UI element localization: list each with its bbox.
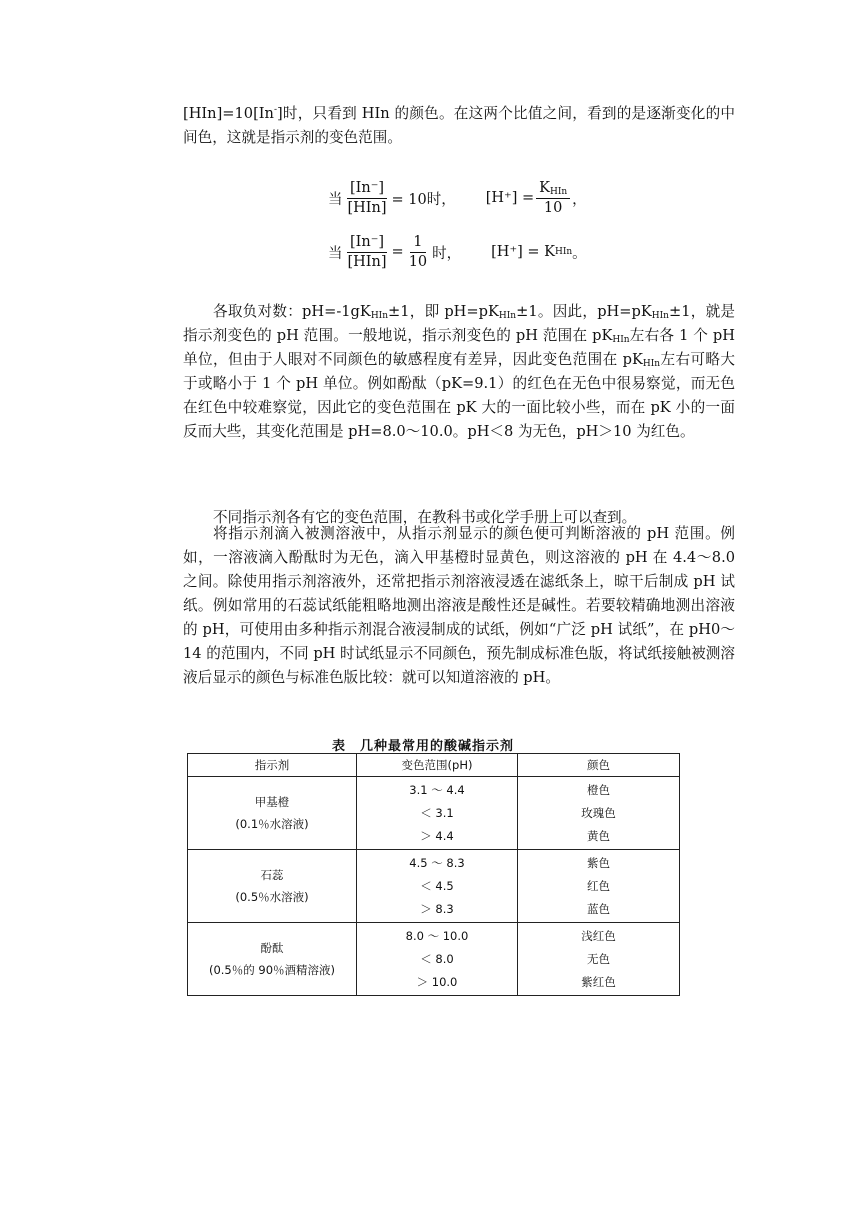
indicator-cell: 酚酞 (0.5％的 90％酒精溶液) bbox=[188, 923, 357, 996]
color-cell: 浅红色 无色 紫红色 bbox=[518, 923, 680, 996]
fraction-one-over-ten bbox=[406, 233, 430, 272]
indicator-cell: 甲基橙 (0.1％水溶液) bbox=[188, 777, 357, 850]
formula-text: [H⁺] = bbox=[485, 190, 535, 206]
text-run: ]时，只看到 HIn 的颜色。在这两个比值之间，看到的是逐渐变化的中间色，这就是指示剂的变色范围。 bbox=[183, 105, 735, 146]
fraction-numerator: [In⁻] bbox=[347, 233, 387, 253]
formula-text: 当 bbox=[328, 191, 343, 208]
fraction-in-over-hin bbox=[345, 179, 390, 218]
formula-text: ， bbox=[572, 191, 587, 208]
paragraph-reference: 不同指示剂各有它的变色范围，在教科书或化学手册上可以查到。 bbox=[213, 509, 637, 526]
table-header-row bbox=[188, 754, 680, 777]
fraction-denominator: 10 bbox=[543, 199, 563, 216]
formula-text: [H⁺] = K bbox=[491, 244, 555, 260]
fraction-denominator: [HIn] bbox=[347, 253, 387, 270]
header-cell: 颜色 bbox=[518, 754, 680, 777]
formula-text: 时， bbox=[432, 245, 462, 262]
paragraph-test-paper: 将指示剂滴入被测溶液中，从指示剂显示的颜色便可判断溶液的 pH 范围。例如，一溶液滴入酚酞时为无色，滴入甲基橙时显黄色，则这溶液的 pH 在 4.4～8.0 之间。除使用指示剂溶液外，还常把指示剂溶液浸透在滤纸条上，晾干后制成 pH 试纸。例如常用的石蕊试纸能粗略地测出溶液是酸性还是碱性。若要较精确地测出溶液的 pH，可使用由多种指示剂混合液浸制成的试纸，例如“广泛 pH 试纸”，在 pH0～14 的范围内，不同 pH 时试纸显示不同颜色，预先制成标准色版，将试纸接触被测溶液后显示的颜色与标准色版比较：就可以知道溶液的 pH。 bbox=[183, 525, 735, 686]
range-cell: 8.0 ～ 10.0 ＜ 8.0 ＞ 10.0 bbox=[357, 923, 518, 996]
header-cell: 指示剂 bbox=[188, 754, 357, 777]
formula-text: 当 bbox=[328, 245, 343, 262]
range-cell: 3.1 ～ 4.4 ＜ 3.1 ＞ 4.4 bbox=[357, 777, 518, 850]
fraction-in-over-hin bbox=[345, 233, 390, 272]
table-title: 表 几种最常用的酸碱指示剂 bbox=[332, 739, 515, 754]
table-row bbox=[188, 777, 680, 850]
text-run: [HIn]=10[In bbox=[183, 105, 274, 122]
fraction-numerator: [In⁻] bbox=[347, 179, 387, 199]
header-cell: 变色范围(pH) bbox=[357, 754, 518, 777]
formula-row-1 bbox=[328, 176, 587, 220]
color-cell: 紫色 红色 蓝色 bbox=[518, 850, 680, 923]
indicator-cell: 石蕊 (0.5％水溶液) bbox=[188, 850, 357, 923]
formula-text: 。 bbox=[572, 245, 587, 262]
superscript: - bbox=[273, 105, 277, 116]
fraction-numerator: 1 bbox=[410, 233, 425, 253]
paragraph-logarithm: 各取负对数：$pH=-1gK_{HIn}\pm 1$，即 $pH=pK_{HIn}\pm 1$。因此，$pH=pK_{HIn}\pm 1$，就是指示剂变色的 pH 范围。一般地说，指示剂变色的 pH 范围在 $pK_{HIn}$左右各 1 个 pH 单位，但由于人眼对不同颜色的敏感程度有差异，因此变色范围在 $pK_{HIn}$左右可略大于或略小于 1 个 pH 单位。例如酚酞（pK=9.1）的红色在无色中很易察觉，而无色在红色中较难察觉，因此它的变色范围在 pK 大的一面比较小些，而在 pK 小的一面反而大些，其变化范围是 pH=8.0～10.0。pH＜8 为无色，pH＞10 为红色。 bbox=[183, 303, 736, 440]
formula-text: = bbox=[391, 244, 404, 260]
color-cell: 橙色 玫瑰色 黄色 bbox=[518, 777, 680, 850]
paragraph-color-range-intro bbox=[183, 102, 735, 150]
fraction-denominator: [HIn] bbox=[347, 199, 387, 216]
table-row bbox=[188, 923, 680, 996]
fraction-k-over-10 bbox=[536, 179, 570, 218]
range-cell: 4.5 ～ 8.3 ＜ 4.5 ＞ 8.3 bbox=[357, 850, 518, 923]
fraction-numerator: $K_{HIn}$ bbox=[536, 179, 570, 199]
fraction-denominator: 10 bbox=[408, 253, 428, 270]
formula-row-2: 当 $\frac{[In^-]}{\text{[HIn]}}$ = $\frac{1}{10}$ 时， [H⁺] = K HIn 。 bbox=[328, 233, 587, 270]
indicator-table bbox=[187, 753, 680, 996]
table-row bbox=[188, 850, 680, 923]
formula-text: = 10时， bbox=[391, 191, 456, 208]
